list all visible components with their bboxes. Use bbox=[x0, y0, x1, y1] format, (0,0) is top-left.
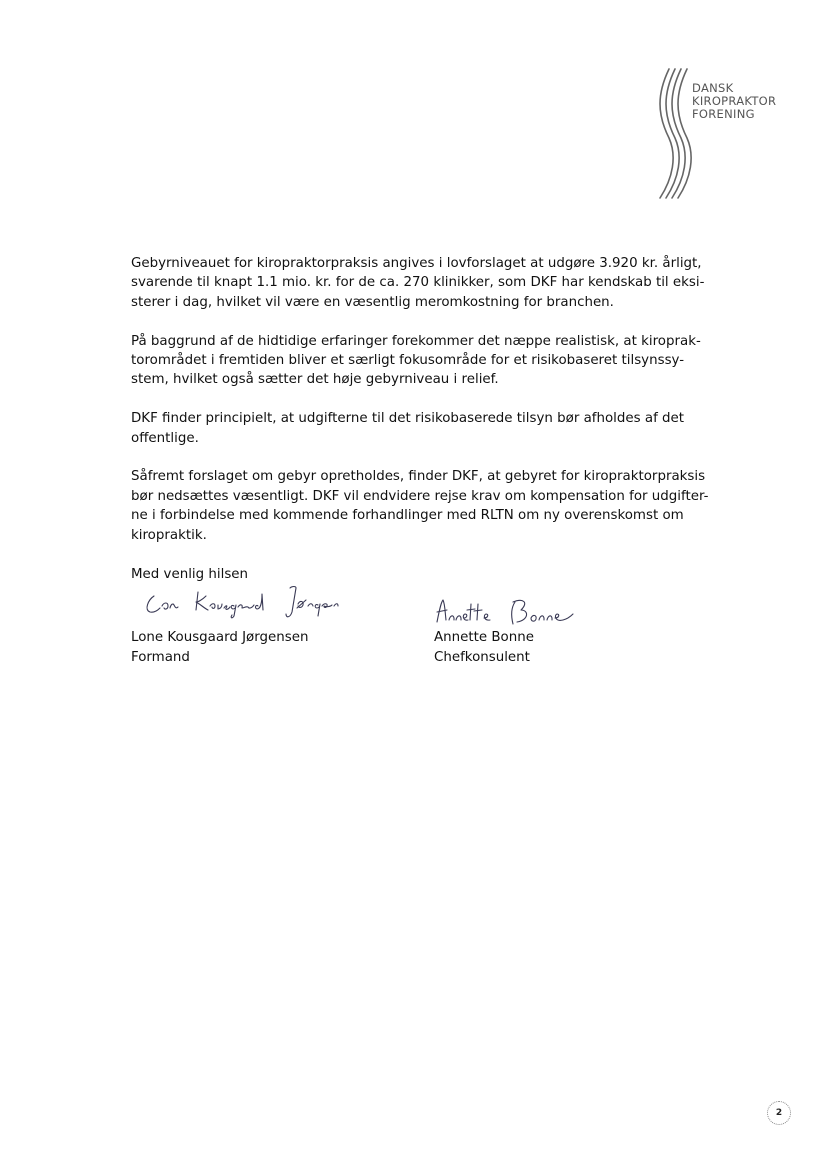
paragraph bbox=[131, 409, 701, 448]
text-line: ne i forbindelse med kommende forhandlinger med RLTN om ny overenskomst om bbox=[131, 508, 684, 524]
text-line: bør nedsættes væsentligt. DKF vil endvidere rejse krav om kompensation for udgifter- bbox=[131, 488, 709, 504]
text-line: På baggrund af de hidtidige erfaringer forekommer det næppe realistisk, at kiroprak- bbox=[131, 333, 701, 349]
text-line: stem, hvilket også sætter det høje gebyrniveau i relief. bbox=[131, 372, 499, 388]
signatory-name: Lone Kousgaard Jørgensen bbox=[131, 630, 309, 645]
logo-line-2: KIROPRAKTOR bbox=[692, 94, 777, 108]
signatory-2 bbox=[434, 628, 534, 668]
text-line: sterer i dag, hvilket vil være en væsentlig meromkostning for branchen. bbox=[131, 294, 614, 310]
paragraph bbox=[131, 467, 709, 545]
signatory-1 bbox=[131, 628, 308, 668]
paragraph bbox=[131, 332, 701, 390]
logo-text bbox=[692, 82, 776, 121]
logo-line-3: FORENING bbox=[692, 107, 755, 121]
handwritten-signature-icon bbox=[433, 594, 578, 628]
signatory-title: Chefkonsulent bbox=[434, 650, 530, 665]
text-line: Såfremt forslaget om gebyr opretholdes, finder DKF, at gebyret for kiropraktorpraksis bbox=[131, 469, 706, 485]
text-line: DKF finder principielt, at udgifterne til det risikobaserede tilsyn bør afholdes af det bbox=[131, 411, 685, 427]
letter-body bbox=[131, 254, 709, 564]
text-line: offentlige. bbox=[131, 430, 199, 446]
handwritten-signature-icon bbox=[140, 578, 340, 622]
signatory-name: Annette Bonne bbox=[434, 630, 534, 645]
text-line: svarende til knapt 1.1 mio. kr. for de ca. 270 klinikker, som DKF har kendskab til eksi- bbox=[131, 275, 705, 291]
logo-line-1: DANSK bbox=[692, 81, 734, 95]
page-number: 2 bbox=[767, 1101, 791, 1125]
signatory-title: Formand bbox=[131, 650, 190, 665]
paragraph bbox=[131, 254, 705, 312]
dkf-logo bbox=[655, 66, 805, 201]
signature-lone-kousgaard bbox=[140, 578, 340, 627]
text-line: Gebyrniveauet for kiropraktorpraksis angives i lovforslaget at udgøre 3.920 kr. årligt, bbox=[131, 256, 702, 271]
text-line: kiropraktik. bbox=[131, 527, 207, 543]
text-line: torområdet i fremtiden bliver et særligt fokusområde for et risikobaseret tilsynssy- bbox=[131, 353, 685, 369]
closing-salutation: Med venlig hilsen bbox=[131, 567, 249, 582]
